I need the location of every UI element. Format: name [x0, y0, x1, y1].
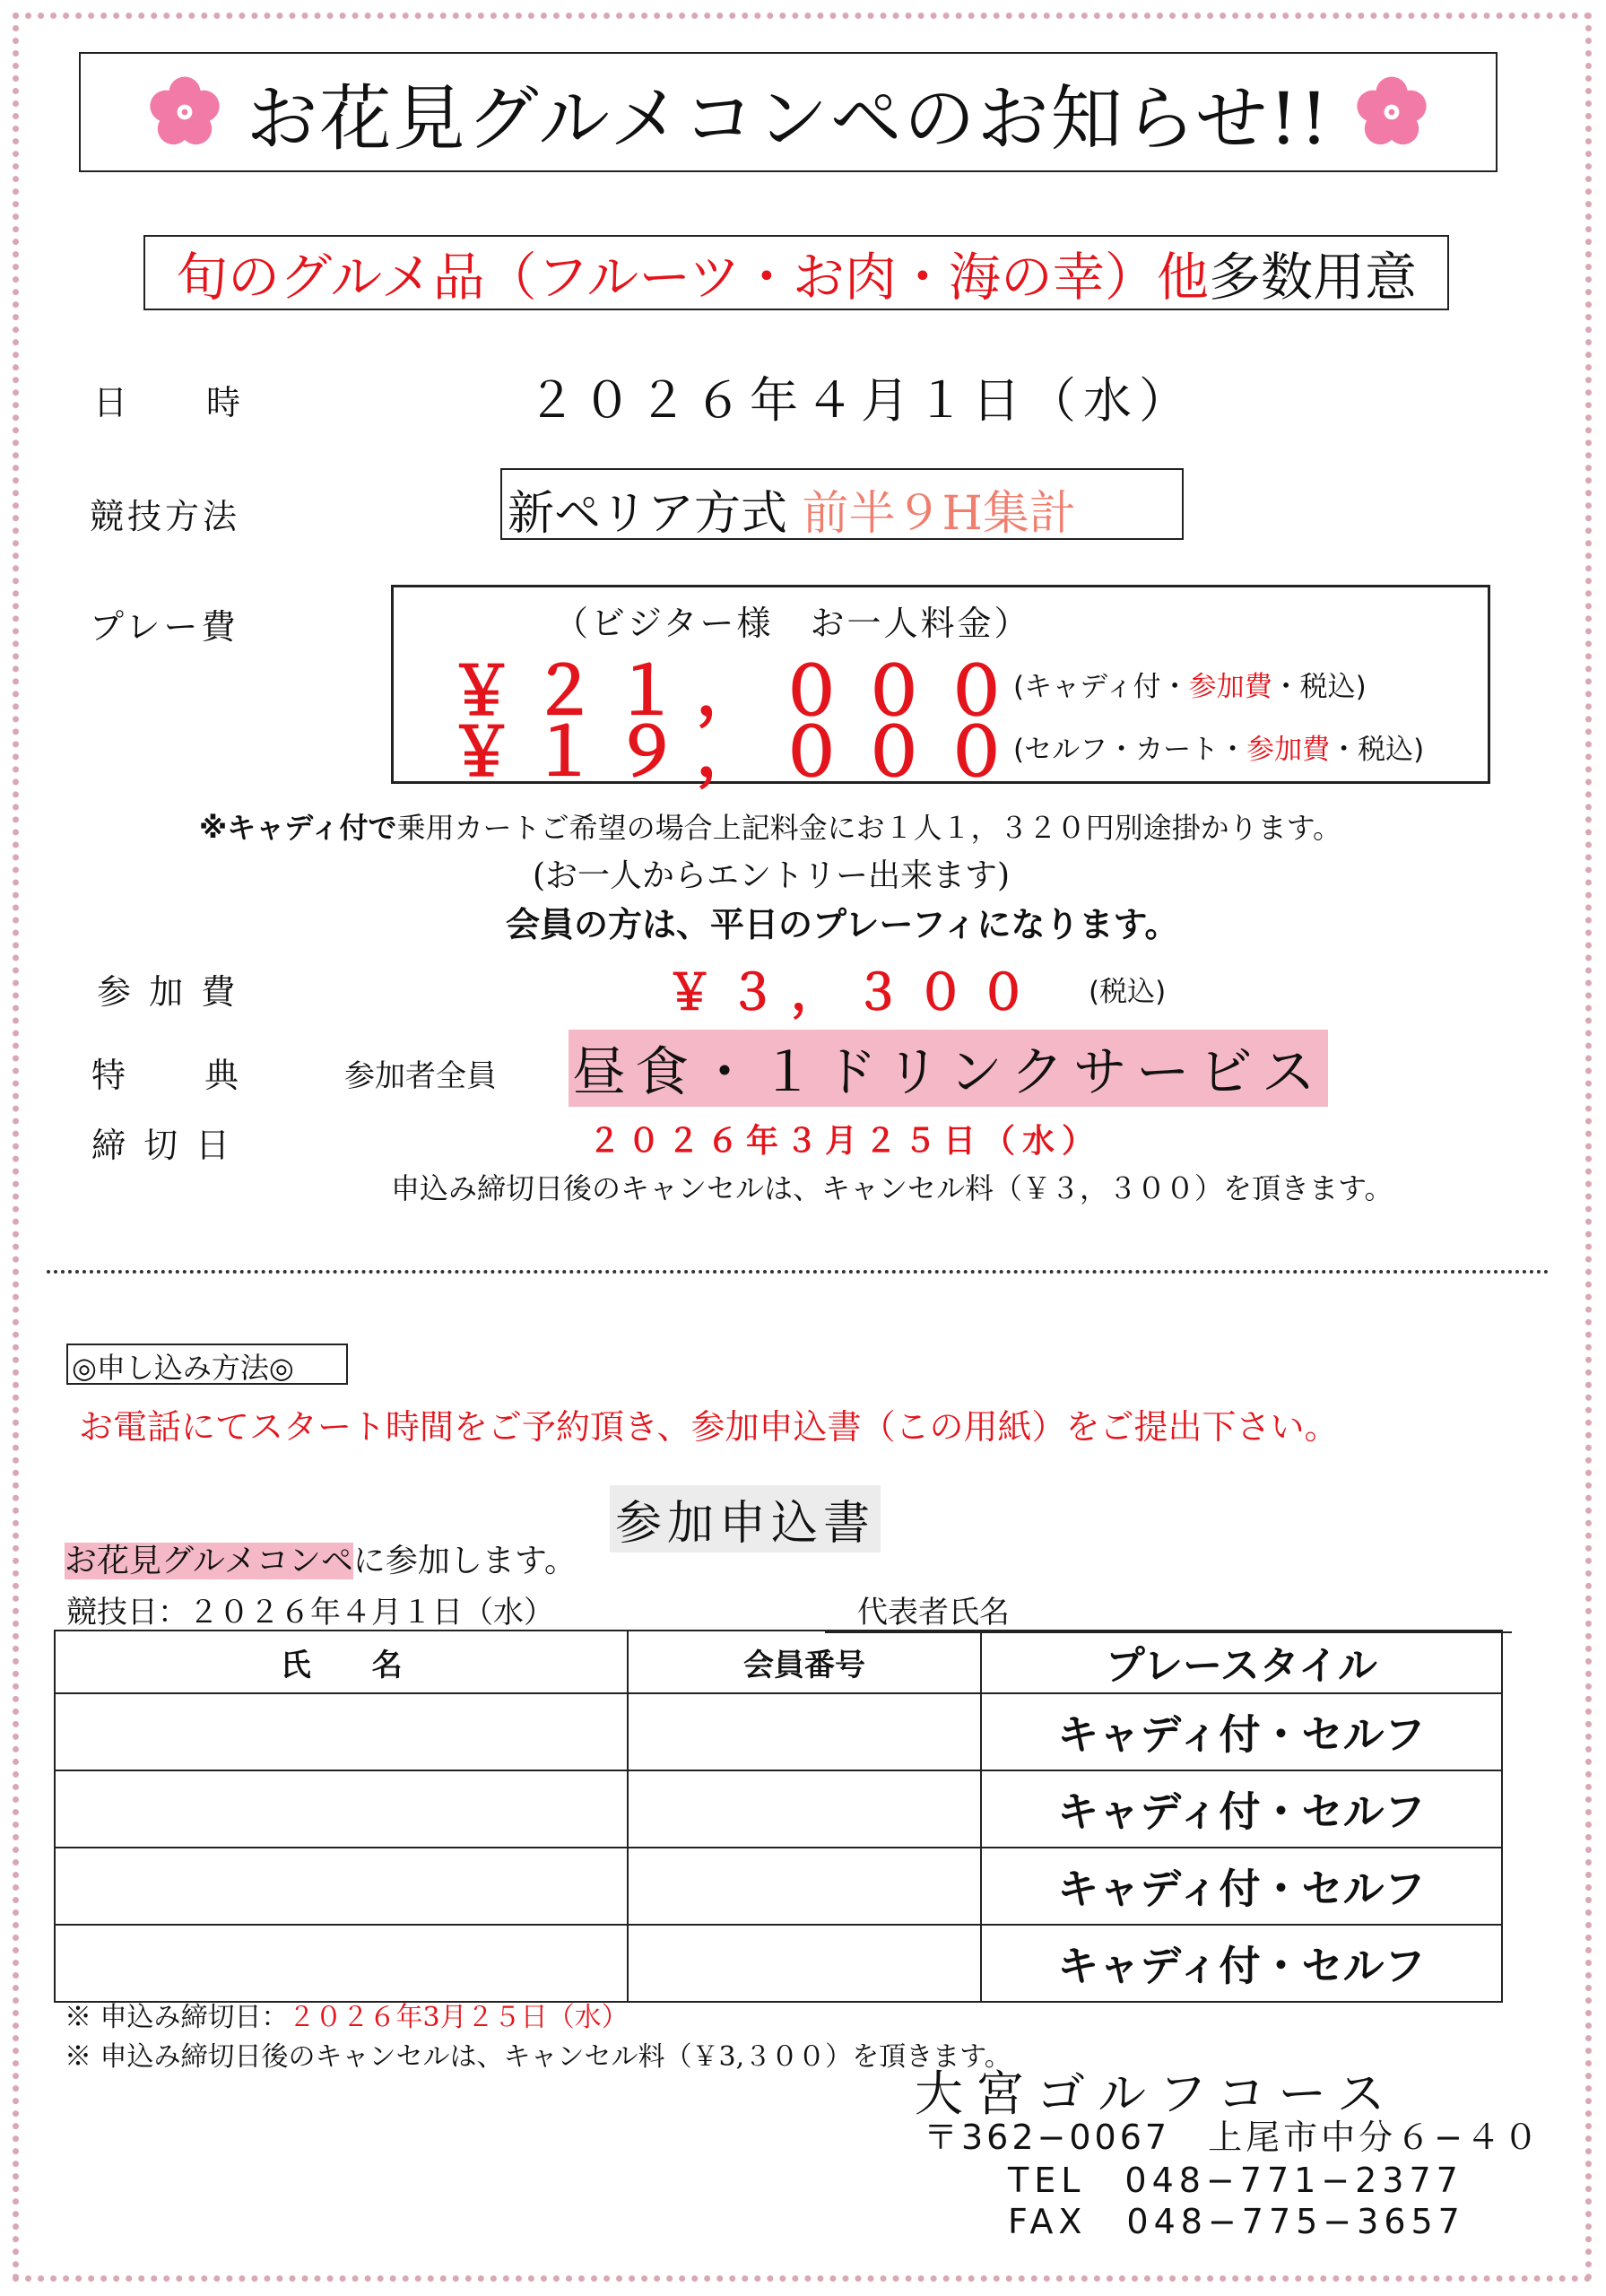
competition-date: 競技日：２０２６年４月１日（水）	[66, 1595, 554, 1631]
entry-fee-label: 参 加 費	[97, 972, 239, 1012]
fee-label: プレー費	[90, 607, 239, 647]
subtitle-box	[143, 235, 1449, 310]
play-style-cell[interactable]: キャディ付・セルフ	[981, 1693, 1502, 1770]
play-style-cell[interactable]: キャディ付・セルフ	[981, 1925, 1502, 2002]
member-no-cell[interactable]	[628, 1925, 980, 2002]
method-value	[508, 475, 1076, 543]
sakura-blossom-icon	[147, 74, 222, 150]
deadline-value: ２０２６年３月２５日（水）	[588, 1123, 1102, 1160]
entry-fee-note: (税込)	[1089, 976, 1167, 1008]
representative-field[interactable]	[825, 1587, 1512, 1633]
representative-label: 代表者氏名	[857, 1595, 1010, 1631]
footnote-cancel: ※ 申込み締切日後のキャンセルは、キャンセル料（￥3,３００）を頂きます。	[65, 2041, 1011, 2073]
sakura-blossom-icon	[1354, 74, 1429, 150]
course-tel: TEL 048−771−2377	[1008, 2161, 1463, 2200]
bonus-label: 特 典	[91, 1056, 243, 1095]
course-address: 〒362−0067 上尾市中分６−４０	[924, 2118, 1541, 2157]
member-note: 会員の方は、平日のプレーフィになります。	[506, 905, 1179, 944]
header-member-no: 会員番号	[628, 1631, 980, 1693]
course-name: 大宮ゴルフコース	[915, 2066, 1398, 2122]
footnote-deadline	[65, 1995, 629, 2034]
fee1-note-b: ・税込)	[1272, 671, 1367, 703]
subtitle-black: 多数用意	[1208, 247, 1417, 308]
footnote-deadline-label: ※ 申込み締切日：	[65, 2002, 289, 2033]
name-cell[interactable]	[55, 1925, 628, 2002]
application-method-label: ◎申し込み方法◎	[72, 1351, 294, 1385]
bonus-prefix: 参加者全員	[344, 1058, 497, 1094]
method-red: 前半９H集計	[802, 487, 1076, 541]
name-cell[interactable]	[55, 1693, 628, 1770]
table-row	[55, 1693, 1502, 1770]
fee-header: （ビジター様 お一人料金）	[554, 604, 1031, 643]
member-no-cell[interactable]	[628, 1693, 980, 1770]
fee1-note	[1013, 664, 1367, 704]
table-row	[55, 1925, 1502, 2002]
course-fax: FAX 048−775−3657	[1008, 2202, 1465, 2241]
play-style-cell[interactable]: キャディ付・セルフ	[981, 1770, 1502, 1848]
fee2-price: ￥１９，０００	[448, 714, 1026, 791]
name-cell[interactable]	[55, 1770, 628, 1848]
bonus-value: 昼食・１ドリンクサービス	[569, 1030, 1328, 1107]
header-name: 氏 名	[55, 1631, 628, 1693]
subtitle-red: 旬のグルメ品（フルーツ・お肉・海の幸）他	[176, 247, 1209, 308]
fee2-note-a: (セルフ・カート・	[1013, 734, 1247, 766]
page-title: お花見グルメコンペのお知らせ!!	[246, 76, 1331, 161]
registration-table	[54, 1630, 1503, 2003]
entry-fee-value: ￥３，３００	[665, 964, 1042, 1021]
form-title: 参加申込書	[610, 1485, 881, 1552]
table-row	[55, 1770, 1502, 1848]
participate-line	[65, 1535, 577, 1581]
footnote-deadline-date: ２０２６年3月２５日（水）	[288, 2002, 629, 2033]
date-value: ２０２６年４月１日（水）	[527, 372, 1194, 429]
participate-highlight: お花見グルメコンペ	[65, 1543, 353, 1579]
method-black: 新ペリア方式	[508, 487, 788, 541]
participate-rest: に参加します。	[352, 1543, 577, 1579]
table-row	[55, 1848, 1502, 1925]
table-header-row	[55, 1631, 1502, 1693]
fee1-price: ￥２１，０００	[448, 653, 1026, 730]
cart-note-rest: 乗用カートご希望の場合上記料金にお１人１，３２０円別途掛かります。	[396, 811, 1342, 845]
application-method-text: お電話にてスタート時間をご予約頂き、参加申込書（この用紙）をご提出下さい。	[79, 1407, 1339, 1447]
method-label: 競技方法	[90, 497, 241, 536]
fee2-note-b: ・税込)	[1330, 734, 1425, 766]
fee2-note	[1013, 726, 1424, 767]
deadline-label: 締 切 日	[91, 1126, 234, 1165]
play-style-cell[interactable]: キャディ付・セルフ	[981, 1848, 1502, 1925]
cut-line	[47, 1270, 1550, 1274]
title-box	[79, 52, 1497, 172]
header-play-style: プレースタイル	[981, 1631, 1502, 1693]
member-no-cell[interactable]	[628, 1770, 980, 1848]
cart-note	[199, 805, 1341, 847]
name-cell[interactable]	[55, 1848, 628, 1925]
fee2-note-red: 参加費	[1246, 734, 1331, 766]
cart-note-bold: ※キャディ付で	[199, 811, 397, 845]
entry-note: (お一人からエントリー出来ます)	[533, 857, 1011, 894]
fee1-note-a: (キャディ付・	[1013, 671, 1189, 703]
member-no-cell[interactable]	[628, 1848, 980, 1925]
fee1-note-red: 参加費	[1188, 671, 1272, 703]
cancel-note: 申込み締切日後のキャンセルは、キャンセル料（￥３，３００）を頂きます。	[391, 1171, 1393, 1205]
date-label: 日 時	[93, 383, 245, 422]
